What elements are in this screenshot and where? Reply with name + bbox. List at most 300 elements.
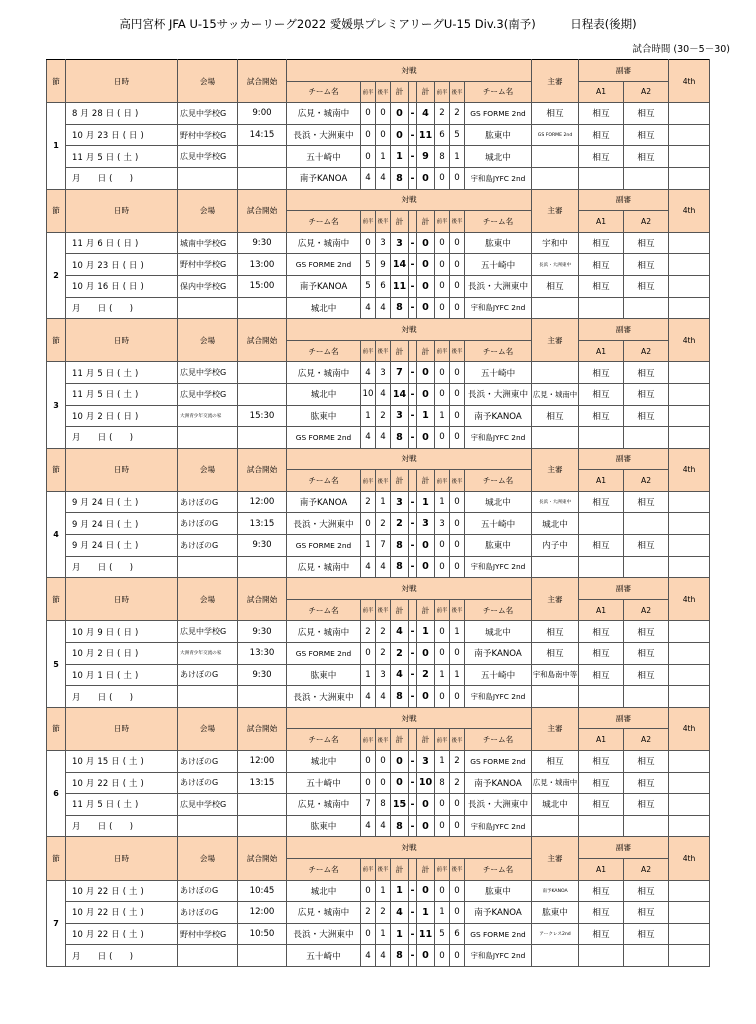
- away-total: 9: [417, 146, 435, 168]
- home-second-half: 1: [376, 146, 391, 168]
- col-total-away: 計: [417, 470, 435, 492]
- score-dash: -: [409, 751, 417, 773]
- col-total: 計: [391, 470, 409, 492]
- home-second-half: 9: [376, 254, 391, 276]
- score-dash: -: [409, 297, 417, 319]
- kickoff-time: 13:15: [238, 513, 287, 535]
- away-total: 3: [417, 513, 435, 535]
- assistant-referee-2: [624, 427, 669, 449]
- away-total: 1: [417, 405, 435, 427]
- assistant-referee-2: 相互: [624, 124, 669, 146]
- col-venue: 会場: [178, 60, 238, 103]
- home-team: 南予KANOA: [287, 167, 361, 189]
- match-venue: 広見中学校G: [178, 621, 238, 643]
- match-row: [47, 794, 710, 816]
- assistant-referee-1: [579, 556, 624, 578]
- section-header-row: [47, 448, 710, 470]
- match-date: 10 月 22 日 ( 土 ): [66, 880, 178, 902]
- home-team: GS FORME 2nd: [287, 427, 361, 449]
- match-venue: [178, 815, 238, 837]
- col-spacer: [409, 858, 417, 880]
- col-total: 計: [391, 211, 409, 233]
- main-referee: [532, 427, 579, 449]
- fourth-official: [669, 103, 710, 125]
- home-first-half: 4: [361, 427, 376, 449]
- away-second-half: 5: [450, 124, 465, 146]
- col-assistant-referee: 副審: [579, 837, 669, 859]
- home-first-half: 10: [361, 383, 376, 405]
- away-second-half: 0: [450, 513, 465, 535]
- col-assistant-referee: 副審: [579, 448, 669, 470]
- assistant-referee-2: 相互: [624, 362, 669, 384]
- col-setsu: 節: [47, 189, 66, 232]
- kickoff-time: [238, 146, 287, 168]
- fourth-official: [669, 491, 710, 513]
- home-first-half: 2: [361, 621, 376, 643]
- away-total: 0: [417, 794, 435, 816]
- col-total: 計: [391, 599, 409, 621]
- match-row: [47, 815, 710, 837]
- away-team: 長浜・大洲東中: [465, 383, 532, 405]
- score-dash: -: [409, 664, 417, 686]
- home-team: 長浜・大洲東中: [287, 923, 361, 945]
- col-first-half-away: 前半: [435, 729, 450, 751]
- score-dash: -: [409, 902, 417, 924]
- home-second-half: 1: [376, 491, 391, 513]
- home-total: 8: [391, 427, 409, 449]
- match-row: [47, 621, 710, 643]
- assistant-referee-2: 相互: [624, 254, 669, 276]
- away-team: 城北中: [465, 146, 532, 168]
- col-venue: 会場: [178, 319, 238, 362]
- away-team: 五十崎中: [465, 513, 532, 535]
- away-second-half: 0: [450, 427, 465, 449]
- score-dash: -: [409, 513, 417, 535]
- match-date: 10 月 2 日 ( 日 ): [66, 643, 178, 665]
- match-row: [47, 945, 710, 967]
- home-first-half: 0: [361, 880, 376, 902]
- match-row: [47, 124, 710, 146]
- assistant-referee-1: 相互: [579, 146, 624, 168]
- assistant-referee-2: [624, 686, 669, 708]
- home-first-half: 4: [361, 167, 376, 189]
- home-team: 広見・城南中: [287, 621, 361, 643]
- away-team: 長浜・大洲東中: [465, 794, 532, 816]
- col-first-half: 前半: [361, 729, 376, 751]
- col-second-half-away: 後半: [450, 211, 465, 233]
- fourth-official: [669, 254, 710, 276]
- col-referee: 主審: [532, 448, 579, 491]
- match-venue: [178, 556, 238, 578]
- col-second-half-away: 後半: [450, 858, 465, 880]
- away-total: 0: [417, 297, 435, 319]
- home-first-half: 1: [361, 405, 376, 427]
- home-first-half: 4: [361, 556, 376, 578]
- match-venue: あけぼのG: [178, 751, 238, 773]
- score-dash: -: [409, 103, 417, 125]
- away-second-half: 0: [450, 686, 465, 708]
- home-first-half: 4: [361, 815, 376, 837]
- match-venue: 野村中学校G: [178, 254, 238, 276]
- score-dash: -: [409, 643, 417, 665]
- col-first-half-away: 前半: [435, 858, 450, 880]
- home-total: 0: [391, 751, 409, 773]
- home-total: 0: [391, 103, 409, 125]
- col-total: 計: [391, 858, 409, 880]
- home-team: 肱東中: [287, 815, 361, 837]
- section-header-row: [47, 707, 710, 729]
- assistant-referee-1: [579, 513, 624, 535]
- match-venue: [178, 945, 238, 967]
- away-second-half: 2: [450, 751, 465, 773]
- round-number: 3: [47, 362, 66, 448]
- home-total: 0: [391, 772, 409, 794]
- assistant-referee-2: 相互: [624, 751, 669, 773]
- page-title: 高円宮杯 JFA U-15サッカーリーグ2022 愛媛県プレミアリーグU-15 Div.3(南予) 日程表(後期): [119, 17, 637, 31]
- home-team: GS FORME 2nd: [287, 643, 361, 665]
- match-date: 月 日 ( ): [66, 167, 178, 189]
- col-assistant-referee: 副審: [579, 60, 669, 82]
- kickoff-time: [238, 427, 287, 449]
- away-second-half: 0: [450, 880, 465, 902]
- assistant-referee-1: 相互: [579, 383, 624, 405]
- col-total-away: 計: [417, 211, 435, 233]
- kickoff-time: 9:00: [238, 103, 287, 125]
- match-venue: 大洲青少年交流の家: [178, 643, 238, 665]
- fourth-official: [669, 945, 710, 967]
- home-total: 2: [391, 513, 409, 535]
- match-venue: 広見中学校G: [178, 383, 238, 405]
- assistant-referee-2: [624, 815, 669, 837]
- home-team: 広見・城南中: [287, 362, 361, 384]
- score-dash: -: [409, 491, 417, 513]
- main-referee: 広見・城南中: [532, 383, 579, 405]
- away-second-half: 0: [450, 815, 465, 837]
- home-team: 五十崎中: [287, 945, 361, 967]
- match-date: 月 日 ( ): [66, 556, 178, 578]
- match-row: [47, 275, 710, 297]
- assistant-referee-2: 相互: [624, 643, 669, 665]
- away-first-half: 0: [435, 794, 450, 816]
- away-total: 0: [417, 556, 435, 578]
- away-first-half: 0: [435, 254, 450, 276]
- score-dash: -: [409, 383, 417, 405]
- away-second-half: 0: [450, 275, 465, 297]
- col-first-half-away: 前半: [435, 470, 450, 492]
- main-referee: [532, 362, 579, 384]
- match-date: 月 日 ( ): [66, 815, 178, 837]
- home-total: 4: [391, 664, 409, 686]
- home-team: 長浜・大洲東中: [287, 124, 361, 146]
- assistant-referee-2: 相互: [624, 923, 669, 945]
- score-dash: -: [409, 923, 417, 945]
- away-first-half: 0: [435, 362, 450, 384]
- match-row: [47, 427, 710, 449]
- col-second-half: 後半: [376, 470, 391, 492]
- assistant-referee-2: 相互: [624, 794, 669, 816]
- home-second-half: 7: [376, 535, 391, 557]
- col-assistant-referee: 副審: [579, 578, 669, 600]
- col-total-away: 計: [417, 599, 435, 621]
- away-first-half: 0: [435, 535, 450, 557]
- away-second-half: 0: [450, 167, 465, 189]
- col-second-half: 後半: [376, 858, 391, 880]
- match-row: [47, 146, 710, 168]
- col-spacer: [409, 599, 417, 621]
- col-away-team: チーム名: [465, 340, 532, 362]
- col-second-half-away: 後半: [450, 81, 465, 103]
- match-date: 9 月 24 日 ( 土 ): [66, 535, 178, 557]
- home-total: 14: [391, 383, 409, 405]
- col-a1: A1: [579, 729, 624, 751]
- home-total: 8: [391, 535, 409, 557]
- assistant-referee-2: [624, 945, 669, 967]
- away-first-half: 5: [435, 923, 450, 945]
- match-venue: 広見中学校G: [178, 103, 238, 125]
- score-dash: -: [409, 146, 417, 168]
- match-date: 10 月 9 日 ( 日 ): [66, 621, 178, 643]
- match-date: 10 月 22 日 ( 土 ): [66, 772, 178, 794]
- away-first-half: 0: [435, 167, 450, 189]
- home-second-half: 1: [376, 923, 391, 945]
- away-team: 宇和島JYFC 2nd: [465, 297, 532, 319]
- home-first-half: 0: [361, 751, 376, 773]
- col-kickoff: 試合開始: [238, 707, 287, 750]
- home-second-half: 4: [376, 686, 391, 708]
- col-fourth-official: 4th: [669, 319, 710, 362]
- away-team: 肱東中: [465, 124, 532, 146]
- fourth-official: [669, 167, 710, 189]
- assistant-referee-1: 相互: [579, 232, 624, 254]
- kickoff-time: 9:30: [238, 232, 287, 254]
- kickoff-time: 10:50: [238, 923, 287, 945]
- section-header-row: [47, 189, 710, 211]
- col-a2: A2: [624, 470, 669, 492]
- away-team: 宇和島JYFC 2nd: [465, 815, 532, 837]
- match-row: [47, 902, 710, 924]
- schedule-table: [46, 59, 710, 967]
- assistant-referee-2: 相互: [624, 880, 669, 902]
- home-first-half: 0: [361, 103, 376, 125]
- round-number: 1: [47, 103, 66, 189]
- home-second-half: 4: [376, 297, 391, 319]
- home-team: 長浜・大洲東中: [287, 513, 361, 535]
- away-team: 肱東中: [465, 232, 532, 254]
- home-second-half: 2: [376, 902, 391, 924]
- match-date: 11 月 5 日 ( 土 ): [66, 362, 178, 384]
- fourth-official: [669, 383, 710, 405]
- col-a1: A1: [579, 599, 624, 621]
- home-second-half: 0: [376, 103, 391, 125]
- score-dash: -: [409, 167, 417, 189]
- assistant-referee-1: [579, 297, 624, 319]
- col-fourth-official: 4th: [669, 60, 710, 103]
- col-referee: 主審: [532, 837, 579, 880]
- home-team: 城北中: [287, 297, 361, 319]
- col-kickoff: 試合開始: [238, 60, 287, 103]
- col-spacer: [409, 81, 417, 103]
- away-total: 0: [417, 232, 435, 254]
- col-a1: A1: [579, 340, 624, 362]
- fourth-official: [669, 751, 710, 773]
- col-match: 対戦: [287, 578, 532, 600]
- away-second-half: 6: [450, 923, 465, 945]
- home-total: 8: [391, 686, 409, 708]
- match-venue: 大洲青少年交流の家: [178, 405, 238, 427]
- home-second-half: 0: [376, 751, 391, 773]
- away-team: 長浜・大洲東中: [465, 275, 532, 297]
- main-referee: [532, 146, 579, 168]
- col-second-half: 後半: [376, 211, 391, 233]
- fourth-official: [669, 275, 710, 297]
- away-total: 10: [417, 772, 435, 794]
- assistant-referee-1: [579, 167, 624, 189]
- col-datetime: 日時: [66, 189, 178, 232]
- match-row: [47, 751, 710, 773]
- assistant-referee-1: 相互: [579, 880, 624, 902]
- assistant-referee-1: 相互: [579, 362, 624, 384]
- col-home-team: チーム名: [287, 340, 361, 362]
- fourth-official: [669, 621, 710, 643]
- away-team: GS FORME 2nd: [465, 751, 532, 773]
- round-number: 5: [47, 621, 66, 707]
- home-first-half: 4: [361, 362, 376, 384]
- kickoff-time: 9:30: [238, 535, 287, 557]
- score-dash: -: [409, 254, 417, 276]
- home-second-half: 3: [376, 664, 391, 686]
- match-date: 11 月 5 日 ( 土 ): [66, 794, 178, 816]
- col-venue: 会場: [178, 837, 238, 880]
- away-first-half: 8: [435, 772, 450, 794]
- fourth-official: [669, 297, 710, 319]
- main-referee: 相互: [532, 621, 579, 643]
- score-dash: -: [409, 275, 417, 297]
- away-first-half: 0: [435, 427, 450, 449]
- main-referee: 相互: [532, 103, 579, 125]
- col-venue: 会場: [178, 448, 238, 491]
- away-total: 0: [417, 686, 435, 708]
- col-fourth-official: 4th: [669, 578, 710, 621]
- away-second-half: 0: [450, 945, 465, 967]
- away-second-half: 0: [450, 535, 465, 557]
- away-second-half: 0: [450, 297, 465, 319]
- assistant-referee-2: 相互: [624, 146, 669, 168]
- main-referee: 相互: [532, 405, 579, 427]
- col-assistant-referee: 副審: [579, 707, 669, 729]
- col-assistant-referee: 副審: [579, 319, 669, 341]
- assistant-referee-2: [624, 513, 669, 535]
- away-first-half: 1: [435, 405, 450, 427]
- col-a1: A1: [579, 858, 624, 880]
- col-a2: A2: [624, 211, 669, 233]
- assistant-referee-1: 相互: [579, 254, 624, 276]
- col-kickoff: 試合開始: [238, 448, 287, 491]
- home-first-half: 4: [361, 686, 376, 708]
- fourth-official: [669, 427, 710, 449]
- home-second-half: 2: [376, 405, 391, 427]
- match-row: [47, 103, 710, 125]
- score-dash: -: [409, 815, 417, 837]
- col-setsu: 節: [47, 578, 66, 621]
- match-date: 10 月 16 日 ( 日 ): [66, 275, 178, 297]
- main-referee: 相互: [532, 643, 579, 665]
- away-total: 4: [417, 103, 435, 125]
- assistant-referee-1: 相互: [579, 923, 624, 945]
- match-date: 9 月 24 日 ( 土 ): [66, 513, 178, 535]
- away-second-half: 0: [450, 383, 465, 405]
- match-venue: 広見中学校G: [178, 146, 238, 168]
- home-total: 3: [391, 491, 409, 513]
- home-second-half: 4: [376, 427, 391, 449]
- away-first-half: 0: [435, 383, 450, 405]
- match-venue: あけぼのG: [178, 513, 238, 535]
- assistant-referee-2: 相互: [624, 902, 669, 924]
- match-row: [47, 535, 710, 557]
- col-total-away: 計: [417, 729, 435, 751]
- away-first-half: 3: [435, 513, 450, 535]
- away-team: 南予KANOA: [465, 643, 532, 665]
- home-first-half: 7: [361, 794, 376, 816]
- main-referee: 広見・城南中: [532, 772, 579, 794]
- col-match: 対戦: [287, 448, 532, 470]
- home-second-half: 1: [376, 880, 391, 902]
- match-venue: あけぼのG: [178, 880, 238, 902]
- col-datetime: 日時: [66, 707, 178, 750]
- match-row: [47, 232, 710, 254]
- away-second-half: 0: [450, 491, 465, 513]
- kickoff-time: 13:15: [238, 772, 287, 794]
- col-total-away: 計: [417, 858, 435, 880]
- col-a2: A2: [624, 858, 669, 880]
- fourth-official: [669, 686, 710, 708]
- away-first-half: 0: [435, 643, 450, 665]
- col-datetime: 日時: [66, 578, 178, 621]
- col-second-half-away: 後半: [450, 470, 465, 492]
- away-total: 0: [417, 427, 435, 449]
- col-fourth-official: 4th: [669, 189, 710, 232]
- away-total: 0: [417, 535, 435, 557]
- col-fourth-official: 4th: [669, 837, 710, 880]
- main-referee: 長浜・大洲東中: [532, 491, 579, 513]
- away-total: 2: [417, 664, 435, 686]
- kickoff-time: [238, 556, 287, 578]
- home-second-half: 6: [376, 275, 391, 297]
- away-total: 0: [417, 254, 435, 276]
- kickoff-time: 9:30: [238, 621, 287, 643]
- col-fourth-official: 4th: [669, 707, 710, 750]
- home-total: 1: [391, 923, 409, 945]
- home-total: 7: [391, 362, 409, 384]
- kickoff-time: [238, 297, 287, 319]
- kickoff-time: 13:30: [238, 643, 287, 665]
- round-number: 6: [47, 751, 66, 837]
- match-venue: あけぼのG: [178, 491, 238, 513]
- home-second-half: 3: [376, 362, 391, 384]
- col-away-team: チーム名: [465, 599, 532, 621]
- match-venue: 保内中学校G: [178, 275, 238, 297]
- match-venue: あけぼのG: [178, 535, 238, 557]
- home-total: 2: [391, 643, 409, 665]
- away-second-half: 0: [450, 643, 465, 665]
- home-total: 3: [391, 232, 409, 254]
- col-match: 対戦: [287, 837, 532, 859]
- col-datetime: 日時: [66, 319, 178, 362]
- home-first-half: 0: [361, 232, 376, 254]
- col-first-half: 前半: [361, 599, 376, 621]
- assistant-referee-1: 相互: [579, 275, 624, 297]
- match-venue: [178, 167, 238, 189]
- col-first-half-away: 前半: [435, 211, 450, 233]
